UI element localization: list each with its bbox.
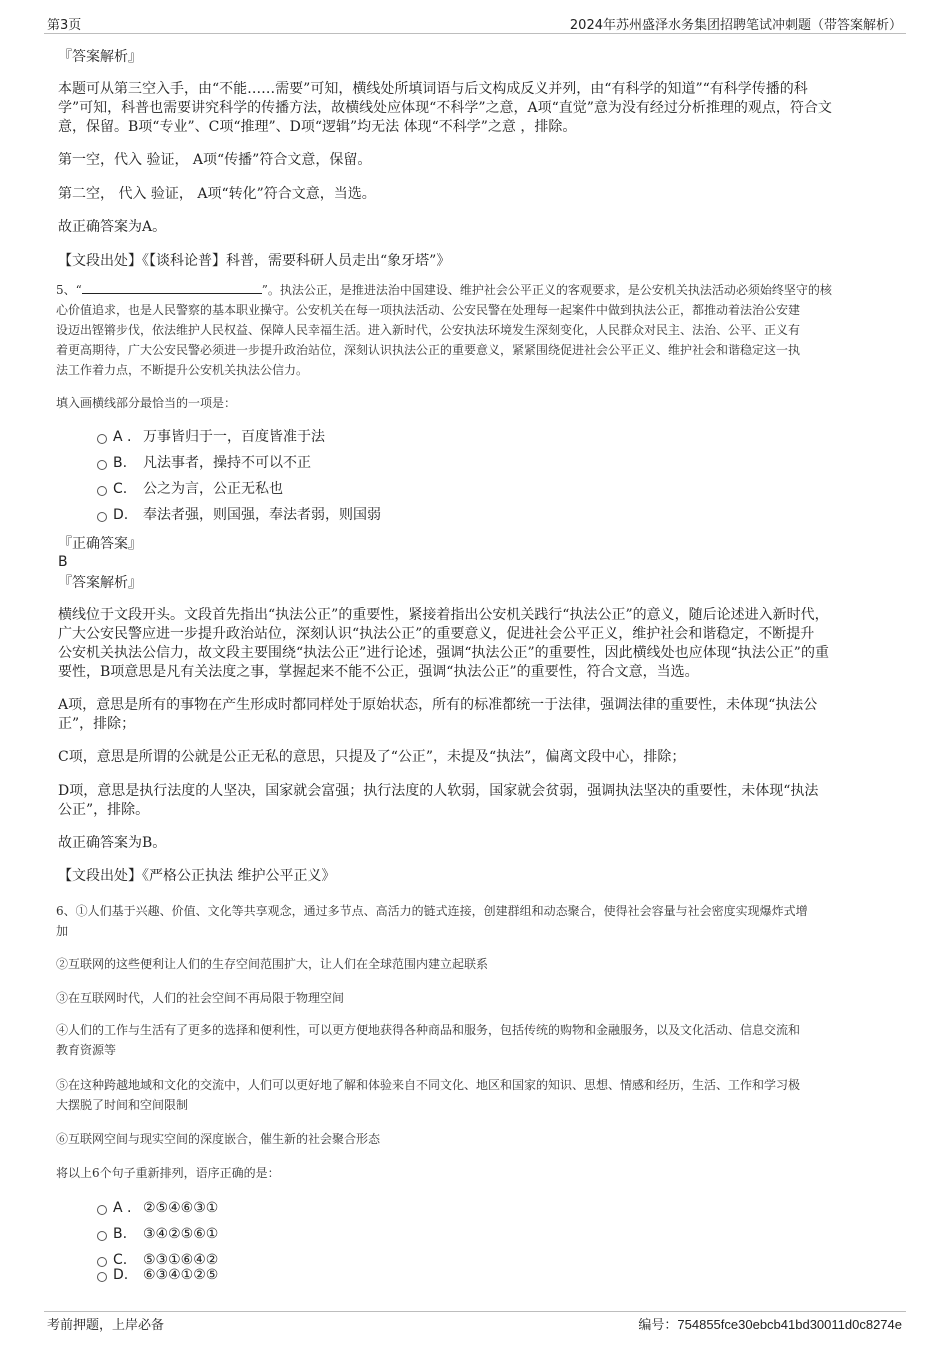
q6-sentence-4: [56, 1020, 896, 1060]
q6-option-b[interactable]: [97, 1225, 218, 1244]
q5-analysis-line: 公安机关执法公信力，故文段主要围绕“执法公正”进行论述，强调“执法公正”的重要性，因此横线处也应体现“执法公正”的重: [58, 645, 829, 661]
q5-analysis-line: 公正”，排除。: [58, 802, 150, 818]
q5-option-c[interactable]: [97, 480, 283, 499]
radio-icon[interactable]: [97, 1231, 107, 1241]
radio-icon[interactable]: [97, 460, 107, 470]
radio-icon[interactable]: [97, 1272, 107, 1282]
q6-sentence-line: 加: [56, 924, 69, 938]
page-number: 第3页: [47, 18, 82, 33]
q6-sentence-line: ⑤在这种跨越地域和文化的交流中，人们可以更好地了解和体验来自不同文化、地区和国家的知识、思想、情感和经历，生活、工作和学习极: [56, 1078, 801, 1092]
q5-stem-line: 着更高期待，广大公安民警必须进一步提升政治站位，深刻认识执法公正的重要意义，紧紧围绕促进社会公平正义、维护社会和谐稳定这一执: [56, 343, 801, 357]
option-letter: D.: [113, 1267, 129, 1283]
q5-option-d-analysis: [58, 782, 893, 820]
q5-stem-line: 心价值追求，也是人民警察的基本职业操守。公安机关在每一项执法活动、公安民警在处理每一起案件中做到执法公正，都推动着法治公安建: [56, 303, 801, 317]
q4-analysis-line: 本题可从第三空入手，由“不能……需要”可知，横线处所填词语与后文构成反义并列，由“有科学的知道”“有科学传播的科: [58, 81, 808, 97]
code-value: 754855fce30ebcb41bd30011d0c8274e: [677, 1317, 902, 1332]
q5-blank: [82, 282, 262, 294]
q5-option-c-analysis: C项，意思是所谓的公就是公正无私的意思，只提及了“公正”，未提及“执法”，偏离文段中心，排除；: [58, 749, 686, 765]
option-text: 公之为言，公正无私也: [143, 481, 283, 497]
radio-icon[interactable]: [97, 512, 107, 522]
q5-option-a[interactable]: [97, 428, 325, 447]
option-letter: D.: [113, 507, 129, 523]
q5-answer-heading: 『正确答案』: [58, 536, 142, 552]
radio-icon[interactable]: [97, 1205, 107, 1215]
document-title: 2024年苏州盛泽水务集团招聘笔试冲刺题（带答案解析）: [569, 18, 902, 33]
option-text: ⑤③①⑥④②: [143, 1252, 219, 1268]
q4-analysis: [58, 80, 893, 137]
option-text: ②⑤④⑥③①: [143, 1200, 219, 1216]
q4-source: 【文段出处】《【谈科论普】科普，需要科研人员走出“象牙塔”》: [58, 253, 451, 269]
q5-analysis-line: 正”，排除；: [58, 716, 136, 732]
q6-sentence-line: ④人们的工作与生活有了更多的选择和便利性，可以更方便地获得各种商品和服务，包括传统的购物和金融服务，以及文化活动、信息交流和: [56, 1023, 801, 1037]
option-letter: B.: [113, 455, 128, 471]
q5-conclusion: 故正确答案为B。: [58, 835, 167, 851]
q6-sentence-2: ②互联网的这些便利让人们的生存空间范围扩大，让人们在全球范围内建立起联系: [56, 957, 489, 971]
footer-slogan: 考前押题，上岸必备: [47, 1318, 165, 1333]
q5-option-d[interactable]: [97, 506, 381, 525]
q6-sentence-6: ⑥互联网空间与现实空间的深度嵌合，催生新的社会聚合形态: [56, 1132, 381, 1146]
document-code: [638, 1314, 902, 1333]
q6-sentence-line: 大摆脱了时间和空间限制: [56, 1098, 189, 1112]
q5-answer: B: [58, 554, 68, 570]
q5-option-b[interactable]: [97, 454, 311, 473]
option-letter: A .: [113, 1200, 132, 1216]
q4-analysis-line: 学”可知，科普也需要讲究科学的传播方法，故横线处应体现“不科学”之意，A项“直觉”意为没有经过分析推理的观点，符合文: [58, 100, 832, 116]
q5-analysis-heading: 『答案解析』: [58, 575, 142, 591]
q5-source: 【文段出处】《严格公正执法 维护公平正义》: [58, 868, 336, 884]
q4-analysis-heading: 『答案解析』: [58, 49, 142, 65]
q4-conclusion: 故正确答案为A。: [58, 219, 167, 235]
q4-analysis-line: 意，保留。B项“专业”、C项“推理”、D项“逻辑”均无法 体现“不科学”之意 ，排除。: [58, 119, 577, 135]
option-text: ⑥③④①②⑤: [143, 1267, 219, 1283]
q5-number: 5、“: [56, 283, 82, 297]
option-text: 凡法事者，操持不可以不正: [143, 455, 311, 471]
option-letter: C.: [113, 481, 128, 497]
q5-analysis-line: 广大公安民警应进一步提升政治站位，深刻认识“执法公正”的重要意义，促进社会公平正义，维护社会和谐稳定，不断提升: [58, 626, 815, 642]
option-letter: B.: [113, 1226, 128, 1242]
q4-second-blank: 第二空， 代入 验证， A项“转化”符合文意，当选。: [58, 186, 376, 202]
q5-stem: [56, 280, 896, 380]
q6-sentence-line: 教育资源等: [56, 1043, 117, 1057]
q5-analysis-line: A项，意思是所有的事物在产生形成时都同样处于原始状态，所有的标准都统一于法律，强调法律的重要性，未体现“执法公: [58, 697, 818, 713]
q6-option-a[interactable]: [97, 1199, 218, 1218]
code-label: 编号：: [638, 1318, 678, 1333]
option-text: ③④②⑤⑥①: [143, 1226, 219, 1242]
header-divider: [44, 33, 906, 34]
q6-sentence-line: 6、①人们基于兴趣、价值、文化等共享观念，通过多节点、高活力的链式连接，创建群组和动态聚合，使得社会容量与社会密度实现爆炸式增: [56, 904, 808, 918]
q5-prompt: 填入画横线部分最恰当的一项是：: [56, 396, 237, 410]
q5-analysis-line: D项，意思是执行法度的人坚决，国家就会富强；执行法度的人软弱，国家就会贫弱，强调执法坚决的重要性，未体现“执法: [58, 783, 819, 799]
option-text: 奉法者强，则国强，奉法者弱，则国弱: [143, 507, 381, 523]
q6-sentence-3: ③在互联网时代，人们的社会空间不再局限于物理空间: [56, 991, 345, 1005]
option-letter: A .: [113, 429, 132, 445]
q6-sentence-5: [56, 1075, 896, 1115]
q5-stem-line: ”。执法公正，是推进法治中国建设、维护社会公平正义的客观要求，是公安机关执法活动必须始终坚守的核: [261, 283, 832, 297]
q6-sentence-1: [56, 901, 896, 941]
radio-icon[interactable]: [97, 486, 107, 496]
q5-stem-line: 设迈出铿锵步伐，依法维护人民权益、保障人民幸福生活。进入新时代，公安执法环境发生深刻变化，人民群众对民主、法治、公平、正义有: [56, 323, 801, 337]
q6-prompt: 将以上6个句子重新排列，语序正确的是：: [56, 1166, 280, 1180]
q5-analysis: [58, 606, 893, 682]
q5-option-a-analysis: [58, 696, 893, 734]
footer-divider: [44, 1311, 906, 1312]
option-text: 万事皆归于一，百度皆准于法: [143, 429, 325, 445]
q6-option-d[interactable]: [97, 1266, 218, 1285]
q5-stem-line: 法工作着力点，不断提升公安机关执法公信力。: [56, 363, 309, 377]
q4-first-blank: 第一空，代入 验证， A项“传播”符合文意，保留。: [58, 152, 372, 168]
option-letter: C.: [113, 1252, 128, 1268]
radio-icon[interactable]: [97, 434, 107, 444]
q5-analysis-line: 横线位于文段开头。文段首先指出“执法公正”的重要性，紧接着指出公安机关践行“执法公正”的意义，随后论述进入新时代，: [58, 607, 829, 623]
q5-analysis-line: 要性，B项意思是凡有关法度之事，掌握起来不能不公正，强调“执法公正”的重要性，符合文意，当选。: [58, 664, 699, 680]
